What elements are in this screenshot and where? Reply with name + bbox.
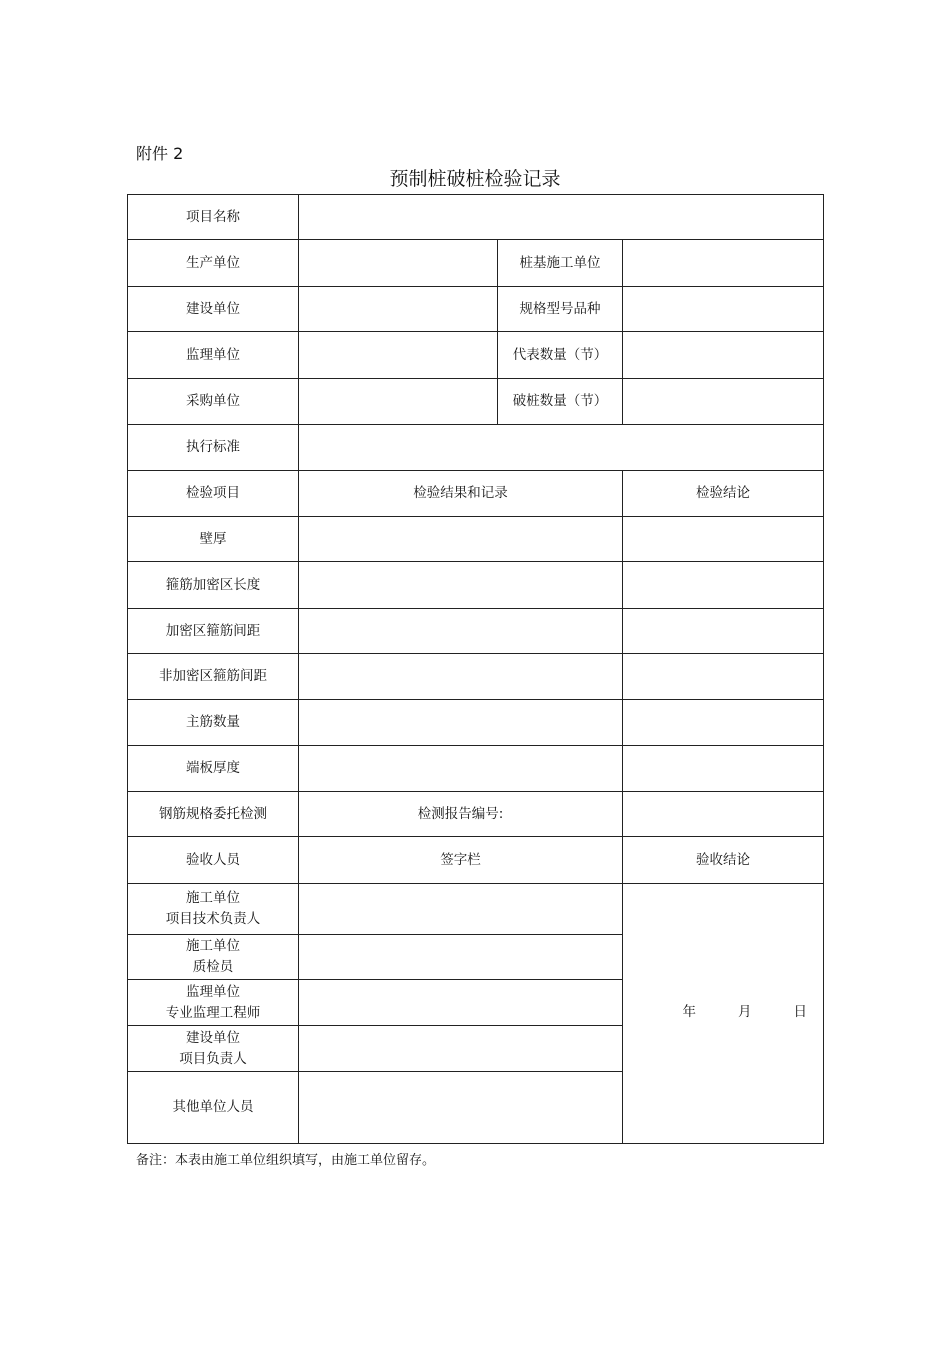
date-month: 月 bbox=[738, 1004, 752, 1020]
field-buyer[interactable] bbox=[299, 379, 498, 425]
field-result-main-rebar-count[interactable] bbox=[299, 700, 623, 746]
header-inspection-conclusion: 检验结论 bbox=[623, 471, 824, 517]
label-end-plate-thickness: 端板厚度 bbox=[128, 746, 299, 792]
field-builder[interactable] bbox=[299, 287, 498, 332]
field-conclusion-wall-thickness[interactable] bbox=[623, 517, 824, 562]
label-buyer: 采购单位 bbox=[128, 379, 299, 425]
field-project-name[interactable] bbox=[299, 195, 824, 240]
date-line bbox=[623, 1002, 823, 1025]
signature-contractor-qc[interactable] bbox=[299, 935, 623, 980]
label-wall-thickness: 壁厚 bbox=[128, 517, 299, 562]
field-result-end-plate-thickness[interactable] bbox=[299, 746, 623, 792]
label-main-rebar-count: 主筋数量 bbox=[128, 700, 299, 746]
header-inspection-result: 检验结果和记录 bbox=[299, 471, 623, 517]
field-supervisor[interactable] bbox=[299, 332, 498, 379]
field-broken-qty[interactable] bbox=[623, 379, 824, 425]
field-conclusion-main-rebar-count[interactable] bbox=[623, 700, 824, 746]
label-supervisor: 监理单位 bbox=[128, 332, 299, 379]
header-acceptance-person: 验收人员 bbox=[128, 837, 299, 884]
label-pile-contractor: 桩基施工单位 bbox=[498, 240, 623, 287]
field-report-number[interactable]: 检测报告编号: bbox=[299, 792, 623, 837]
field-conclusion-dense-stirrup-spacing[interactable] bbox=[623, 609, 824, 654]
field-acceptance-conclusion[interactable] bbox=[623, 884, 824, 1144]
field-result-wall-thickness[interactable] bbox=[299, 517, 623, 562]
date-year: 年 bbox=[682, 1004, 696, 1020]
signature-builder-lead[interactable] bbox=[299, 1026, 623, 1072]
role-contractor-qc: 施工单位 质检员 bbox=[128, 935, 299, 980]
field-result-nondense-stirrup-spacing[interactable] bbox=[299, 654, 623, 700]
label-stirrup-dense-length: 箍筋加密区长度 bbox=[128, 562, 299, 609]
label-nondense-stirrup-spacing: 非加密区箍筋间距 bbox=[128, 654, 299, 700]
field-conclusion-nondense-stirrup-spacing[interactable] bbox=[623, 654, 824, 700]
header-acceptance-conclusion: 验收结论 bbox=[623, 837, 824, 884]
label-project-name: 项目名称 bbox=[128, 195, 299, 240]
label-rep-qty: 代表数量（节） bbox=[498, 332, 623, 379]
field-conclusion-rebar-test[interactable] bbox=[623, 792, 824, 837]
label-rebar-test: 钢筋规格委托检测 bbox=[128, 792, 299, 837]
header-inspection-item: 检验项目 bbox=[128, 471, 299, 517]
header-signature: 签字栏 bbox=[299, 837, 623, 884]
role-builder-lead: 建设单位 项目负责人 bbox=[128, 1026, 299, 1072]
role-other-personnel: 其他单位人员 bbox=[128, 1072, 299, 1144]
field-producer[interactable] bbox=[299, 240, 498, 287]
field-rep-qty[interactable] bbox=[623, 332, 824, 379]
signature-supervising-engineer[interactable] bbox=[299, 980, 623, 1026]
signature-contractor-tech-lead[interactable] bbox=[299, 884, 623, 935]
field-result-dense-stirrup-spacing[interactable] bbox=[299, 609, 623, 654]
field-conclusion-end-plate-thickness[interactable] bbox=[623, 746, 824, 792]
role-contractor-tech-lead: 施工单位 项目技术负责人 bbox=[128, 884, 299, 935]
role-supervising-engineer: 监理单位 专业监理工程师 bbox=[128, 980, 299, 1026]
label-spec-model: 规格型号品种 bbox=[498, 287, 623, 332]
field-spec-model[interactable] bbox=[623, 287, 824, 332]
signature-other-personnel[interactable] bbox=[299, 1072, 623, 1144]
label-producer: 生产单位 bbox=[128, 240, 299, 287]
field-conclusion-stirrup-dense-length[interactable] bbox=[623, 562, 824, 609]
field-result-stirrup-dense-length[interactable] bbox=[299, 562, 623, 609]
label-dense-stirrup-spacing: 加密区箍筋间距 bbox=[128, 609, 299, 654]
footer-note: 备注：本表由施工单位组织填写，由施工单位留存。 bbox=[136, 1153, 436, 1168]
label-standard: 执行标准 bbox=[128, 425, 299, 471]
form-title: 预制桩破桩检验记录 bbox=[389, 168, 561, 190]
label-broken-qty: 破桩数量（节） bbox=[498, 379, 623, 425]
field-standard[interactable] bbox=[299, 425, 824, 471]
annex-label: 附件 2 bbox=[136, 144, 184, 163]
label-builder: 建设单位 bbox=[128, 287, 299, 332]
date-day: 日 bbox=[793, 1004, 807, 1020]
inspection-form bbox=[127, 194, 824, 1144]
field-pile-contractor[interactable] bbox=[623, 240, 824, 287]
